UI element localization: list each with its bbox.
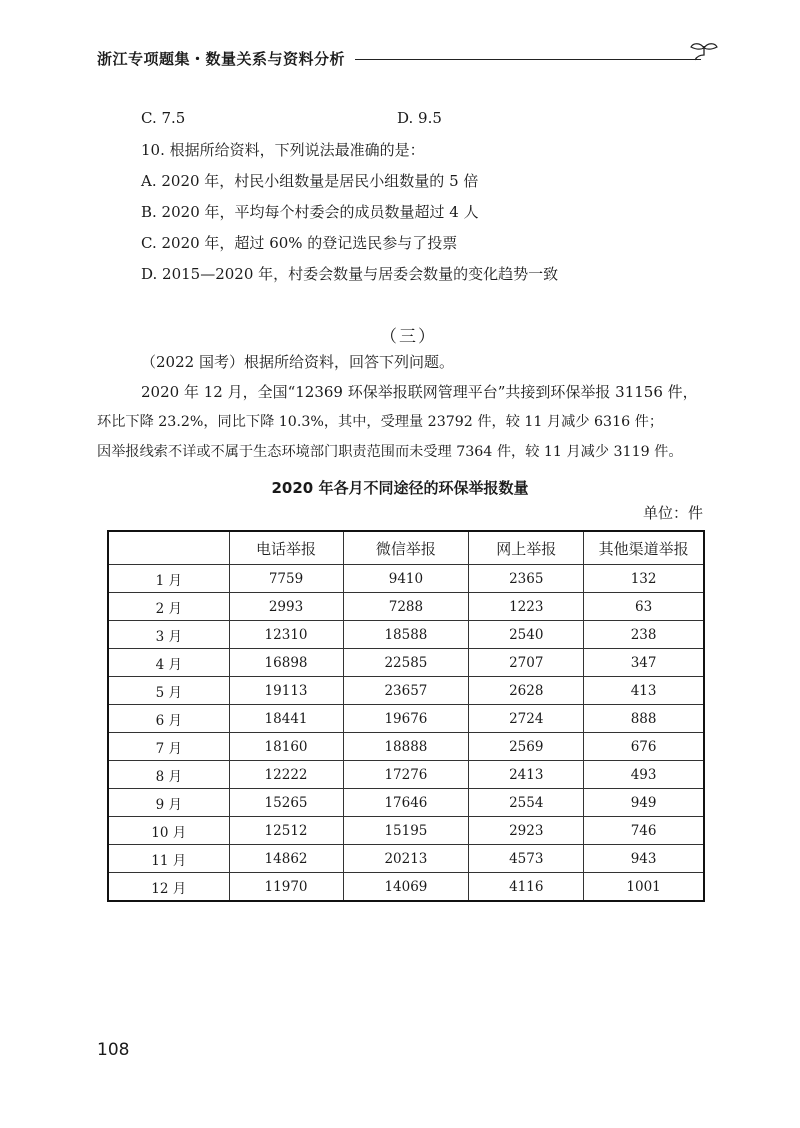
sprout-icon [687, 40, 721, 64]
table-cell: 413 [584, 677, 704, 705]
table-unit: 单位：件 [642, 504, 703, 522]
section-intro: （2022 国考）根据所给资料，回答下列问题。 [141, 353, 454, 371]
table-cell: 238 [584, 621, 704, 649]
table-cell: 2707 [469, 649, 584, 677]
option-c-prev: C. 7.5 [141, 109, 186, 127]
month-cell: 8 月 [108, 761, 229, 789]
page-number: 108 [97, 1040, 130, 1060]
question-10-stem: 10. 根据所给资料，下列说法最准确的是： [141, 141, 425, 159]
table-row [108, 621, 704, 649]
table-row [108, 677, 704, 705]
table-cell: 7759 [229, 565, 343, 593]
table-cell: 15195 [343, 817, 469, 845]
month-cell: 1 月 [108, 565, 229, 593]
table-cell: 347 [584, 649, 704, 677]
table-header-row [108, 531, 704, 565]
table-cell: 2993 [229, 593, 343, 621]
table-cell: 22585 [343, 649, 469, 677]
header-cell [108, 531, 229, 565]
month-cell: 4 月 [108, 649, 229, 677]
question-10-option-c: C. 2020 年，超过 60% 的登记选民参与了投票 [141, 234, 458, 252]
header-cell: 微信举报 [343, 531, 469, 565]
table-cell: 746 [584, 817, 704, 845]
month-cell: 12 月 [108, 873, 229, 902]
table-cell: 11970 [229, 873, 343, 902]
table-cell: 19676 [343, 705, 469, 733]
table-cell: 63 [584, 593, 704, 621]
month-cell: 7 月 [108, 733, 229, 761]
table-cell: 2365 [469, 565, 584, 593]
passage-line-3: 因举报线索不详或不属于生态环境部门职责范围而未受理 7364 件，较 11 月减少 3119 件。 [97, 444, 683, 460]
month-cell: 3 月 [108, 621, 229, 649]
table-cell: 2923 [469, 817, 584, 845]
table-cell: 4573 [469, 845, 584, 873]
table-cell: 17646 [343, 789, 469, 817]
header-rule [355, 59, 701, 60]
table-row [108, 705, 704, 733]
table-row [108, 733, 704, 761]
month-cell: 11 月 [108, 845, 229, 873]
running-header [97, 40, 719, 80]
table-row [108, 789, 704, 817]
table-cell: 1223 [469, 593, 584, 621]
header-cell: 网上举报 [469, 531, 584, 565]
table-cell: 18160 [229, 733, 343, 761]
table-cell: 9410 [343, 565, 469, 593]
passage-line-2: 环比下降 23.2%，同比下降 10.3%，其中，受理量 23792 件，较 11 月减少 6316 件； [97, 414, 664, 430]
table-row [108, 565, 704, 593]
question-10-option-b: B. 2020 年，平均每个村委会的成员数量超过 4 人 [141, 203, 479, 221]
table-row [108, 845, 704, 873]
table-cell: 18441 [229, 705, 343, 733]
table-cell: 18888 [343, 733, 469, 761]
header-cell: 电话举报 [229, 531, 343, 565]
data-table [107, 530, 705, 902]
table-cell: 12512 [229, 817, 343, 845]
table-cell: 2413 [469, 761, 584, 789]
table-cell: 2724 [469, 705, 584, 733]
table-row [108, 817, 704, 845]
table-cell: 16898 [229, 649, 343, 677]
table-cell: 18588 [343, 621, 469, 649]
section-title: （三） [380, 327, 437, 347]
option-d-prev: D. 9.5 [397, 109, 442, 127]
table-cell: 949 [584, 789, 704, 817]
month-cell: 5 月 [108, 677, 229, 705]
month-cell: 2 月 [108, 593, 229, 621]
table-cell: 12310 [229, 621, 343, 649]
table-cell: 888 [584, 705, 704, 733]
table-cell: 2569 [469, 733, 584, 761]
table-cell: 19113 [229, 677, 343, 705]
table-cell: 943 [584, 845, 704, 873]
table-cell: 132 [584, 565, 704, 593]
table-row [108, 649, 704, 677]
table-row [108, 873, 704, 902]
table-cell: 2540 [469, 621, 584, 649]
question-10-option-d: D. 2015—2020 年，村委会数量与居委会数量的变化趋势一致 [141, 265, 559, 283]
table-cell: 4116 [469, 873, 584, 902]
table-cell: 20213 [343, 845, 469, 873]
table-cell: 14069 [343, 873, 469, 902]
month-cell: 9 月 [108, 789, 229, 817]
month-cell: 6 月 [108, 705, 229, 733]
table-cell: 17276 [343, 761, 469, 789]
table-cell: 15265 [229, 789, 343, 817]
table-cell: 2628 [469, 677, 584, 705]
question-10-option-a: A. 2020 年，村民小组数量是居民小组数量的 5 倍 [141, 172, 479, 190]
table-cell: 1001 [584, 873, 704, 902]
table-cell: 493 [584, 761, 704, 789]
table-row [108, 761, 704, 789]
table-cell: 676 [584, 733, 704, 761]
passage-line-1: 2020 年 12 月，全国“12369 环保举报联网管理平台”共接到环保举报 31156 件， [141, 383, 698, 401]
table-cell: 12222 [229, 761, 343, 789]
table-cell: 14862 [229, 845, 343, 873]
header-cell: 其他渠道举报 [584, 531, 704, 565]
table-cell: 7288 [343, 593, 469, 621]
month-cell: 10 月 [108, 817, 229, 845]
table-title: 2020 年各月不同途径的环保举报数量 [271, 479, 529, 497]
table-row [108, 593, 704, 621]
table-cell: 23657 [343, 677, 469, 705]
table-cell: 2554 [469, 789, 584, 817]
header-title: 浙江专项题集・数量关系与资料分析 [97, 50, 346, 68]
